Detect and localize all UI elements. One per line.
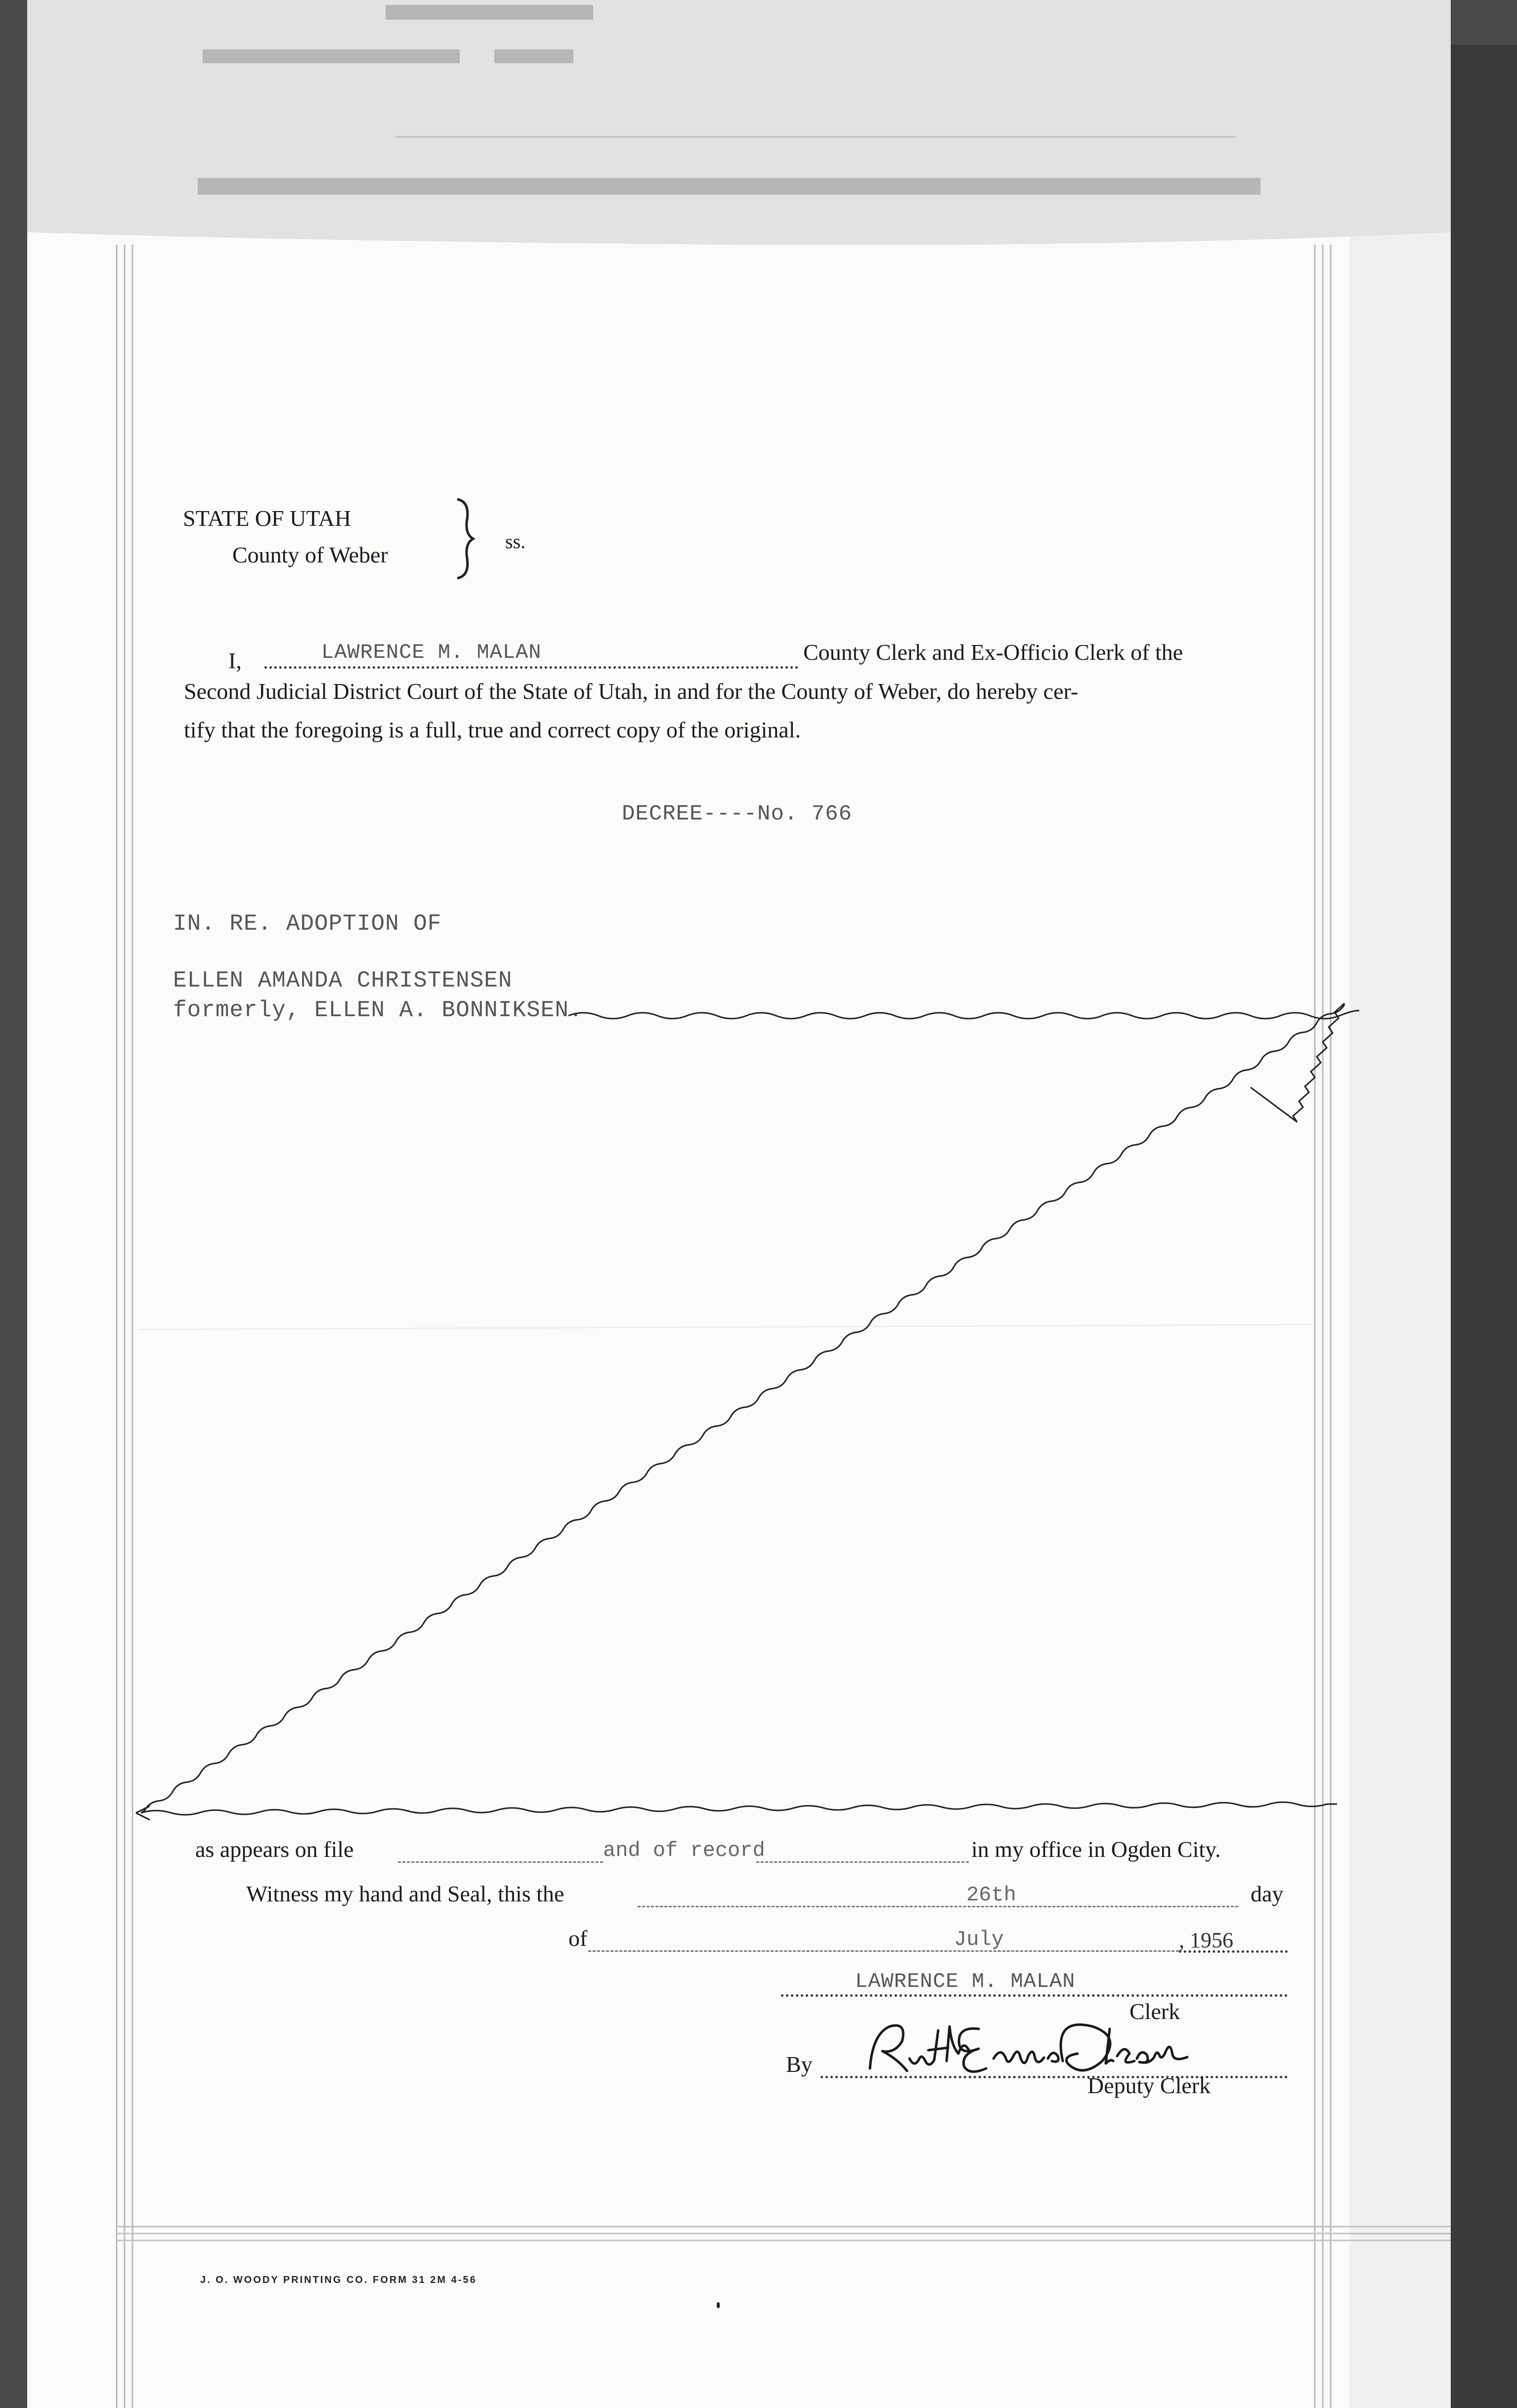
year-field: [1179, 1928, 1288, 1953]
scan-speck: [717, 2302, 720, 2308]
diagonal-wavy-line: [141, 1004, 1344, 1813]
certification-line1: County Clerk and Ex-Officio Clerk of the: [803, 640, 1183, 665]
appears-on-file-text: as appears on file: [195, 1837, 354, 1862]
clerk-name-value: LAWRENCE M. MALAN: [321, 641, 542, 664]
year-value: , 1956: [1179, 1928, 1233, 1952]
file-fill-field: [398, 1839, 603, 1863]
clerk-signature-line: [781, 1970, 1288, 1997]
county-label: County of Weber: [232, 542, 388, 567]
certification-line3: tify that the foregoing is a full, true and correct copy of the original.: [184, 717, 801, 742]
state-label: STATE OF UTAH: [183, 506, 351, 531]
bottom-wavy-line: [141, 1802, 1337, 1815]
clerk-signature-typed: LAWRENCE M. MALAN: [855, 1970, 1076, 1993]
of-label: of: [568, 1926, 588, 1951]
former-name: formerly, ELLEN A. BONNIKSEN.: [173, 997, 583, 1023]
decree-number: DECREE----No. 766: [622, 802, 852, 826]
day-label: day: [1251, 1881, 1284, 1906]
case-title: IN. RE. ADOPTION OF: [173, 911, 442, 937]
printer-footer: J. O. WOODY PRINTING CO. FORM 31 2M 4-56: [200, 2275, 477, 2285]
clerk-title: Clerk: [1129, 1999, 1180, 2024]
month-value: July: [954, 1928, 1004, 1951]
pronoun-text: I,: [228, 648, 242, 673]
certification-line2: Second Judicial District Court of the State of Utah, in and for the County of Weber, do hereby cer-: [184, 679, 1079, 704]
office-text: in my office in Ogden City.: [971, 1837, 1221, 1862]
day-fill-field: [638, 1883, 1238, 1907]
by-label: By: [786, 2052, 813, 2077]
day-value: 26th: [966, 1883, 1016, 1907]
month-fill-field: [588, 1928, 1179, 1952]
record-fill-field: [756, 1839, 969, 1863]
deputy-clerk-title: Deputy Clerk: [1087, 2073, 1211, 2098]
deputy-signature-image: [860, 2014, 1226, 2081]
witness-text: Witness my hand and Seal, this the: [246, 1881, 564, 1906]
adoptee-name: ELLEN AMANDA CHRISTENSEN: [173, 968, 513, 993]
ss-label: ss.: [505, 530, 526, 553]
